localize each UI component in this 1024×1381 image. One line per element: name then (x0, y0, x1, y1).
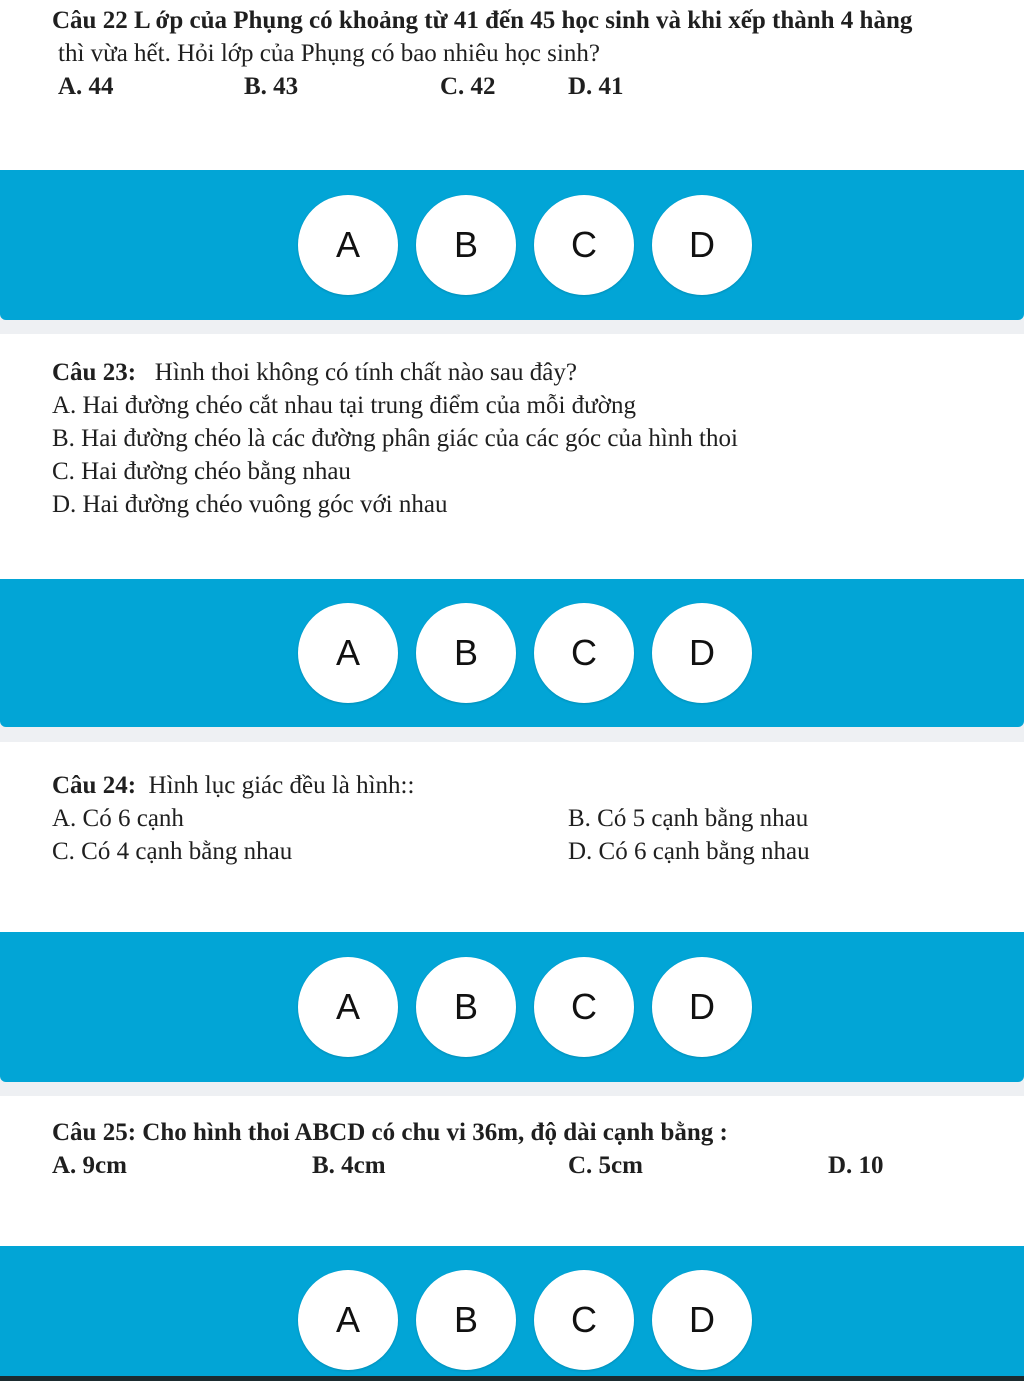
answer-a-button[interactable]: A (298, 195, 398, 295)
question-24-stem (52, 769, 1024, 802)
option-c: C. 5cm (568, 1152, 643, 1179)
question-card-25 (0, 1096, 1024, 1246)
option-c: C. Có 4 cạnh bằng nhau (52, 838, 293, 865)
answer-c-button[interactable]: C (534, 957, 634, 1057)
question-22-line-1: Câu 22 L ớp của Phụng có khoảng từ 41 đến 45 học sinh và khi xếp thành 4 hàng (52, 7, 913, 34)
question-card-24 (0, 742, 1024, 932)
answer-d-button[interactable]: D (652, 1270, 752, 1370)
answer-b-button[interactable]: B (416, 195, 516, 295)
question-25-options (52, 1149, 1024, 1182)
answer-a-button[interactable]: A (298, 957, 398, 1057)
option-b: B. 4cm (312, 1152, 386, 1179)
question-23-stem (52, 356, 1024, 389)
option-d: D. 41 (568, 73, 624, 100)
question-card-22 (0, 0, 1024, 170)
question-card-23 (0, 334, 1024, 579)
question-24-text: Hình lục giác đều là hình:: (148, 772, 415, 799)
answer-c-button[interactable]: C (534, 195, 634, 295)
question-24-options-row-1 (52, 802, 1024, 835)
option-d: D. Có 6 cạnh bằng nhau (568, 838, 810, 865)
question-24-label: Câu 24: (52, 772, 137, 799)
answer-d-button[interactable]: D (652, 195, 752, 295)
answer-bar-22 (0, 170, 1024, 320)
answer-bar-25 (0, 1246, 1024, 1376)
option-c: C. 42 (440, 73, 496, 100)
option-a: A. Có 6 cạnh (52, 805, 184, 832)
option-b: B. 43 (244, 73, 299, 100)
option-b: B. Có 5 cạnh bằng nhau (568, 805, 809, 832)
question-23-text: Hình thoi không có tính chất nào sau đây? (154, 359, 577, 386)
answer-d-button[interactable]: D (652, 957, 752, 1057)
answer-b-button[interactable]: B (416, 603, 516, 703)
bottom-edge (0, 1376, 1024, 1381)
question-23-label: Câu 23: (52, 359, 137, 386)
answer-bar-23 (0, 579, 1024, 727)
answer-d-button[interactable]: D (652, 603, 752, 703)
answer-b-button[interactable]: B (416, 957, 516, 1057)
answer-a-button[interactable]: A (298, 603, 398, 703)
question-24-options-row-2 (52, 835, 1024, 868)
option-a: A. 44 (58, 73, 114, 100)
option-b: B. Hai đường chéo là các đường phân giác của các góc của hình thoi (52, 425, 738, 452)
answer-bar-24 (0, 932, 1024, 1082)
answer-a-button[interactable]: A (298, 1270, 398, 1370)
option-c: C. Hai đường chéo bằng nhau (52, 458, 351, 485)
question-22-line-2: thì vừa hết. Hỏi lớp của Phụng có bao nhiêu học sinh? (58, 40, 600, 67)
option-a: A. Hai đường chéo cắt nhau tại trung điểm của mỗi đường (52, 392, 636, 419)
option-d: D. 10 (828, 1152, 884, 1179)
answer-c-button[interactable]: C (534, 603, 634, 703)
answer-b-button[interactable]: B (416, 1270, 516, 1370)
question-22-options (52, 70, 1024, 103)
answer-c-button[interactable]: C (534, 1270, 634, 1370)
question-25-text: Câu 25: Cho hình thoi ABCD có chu vi 36m, độ dài cạnh bằng : (52, 1119, 728, 1146)
option-d: D. Hai đường chéo vuông góc với nhau (52, 491, 448, 518)
option-a: A. 9cm (52, 1152, 127, 1179)
